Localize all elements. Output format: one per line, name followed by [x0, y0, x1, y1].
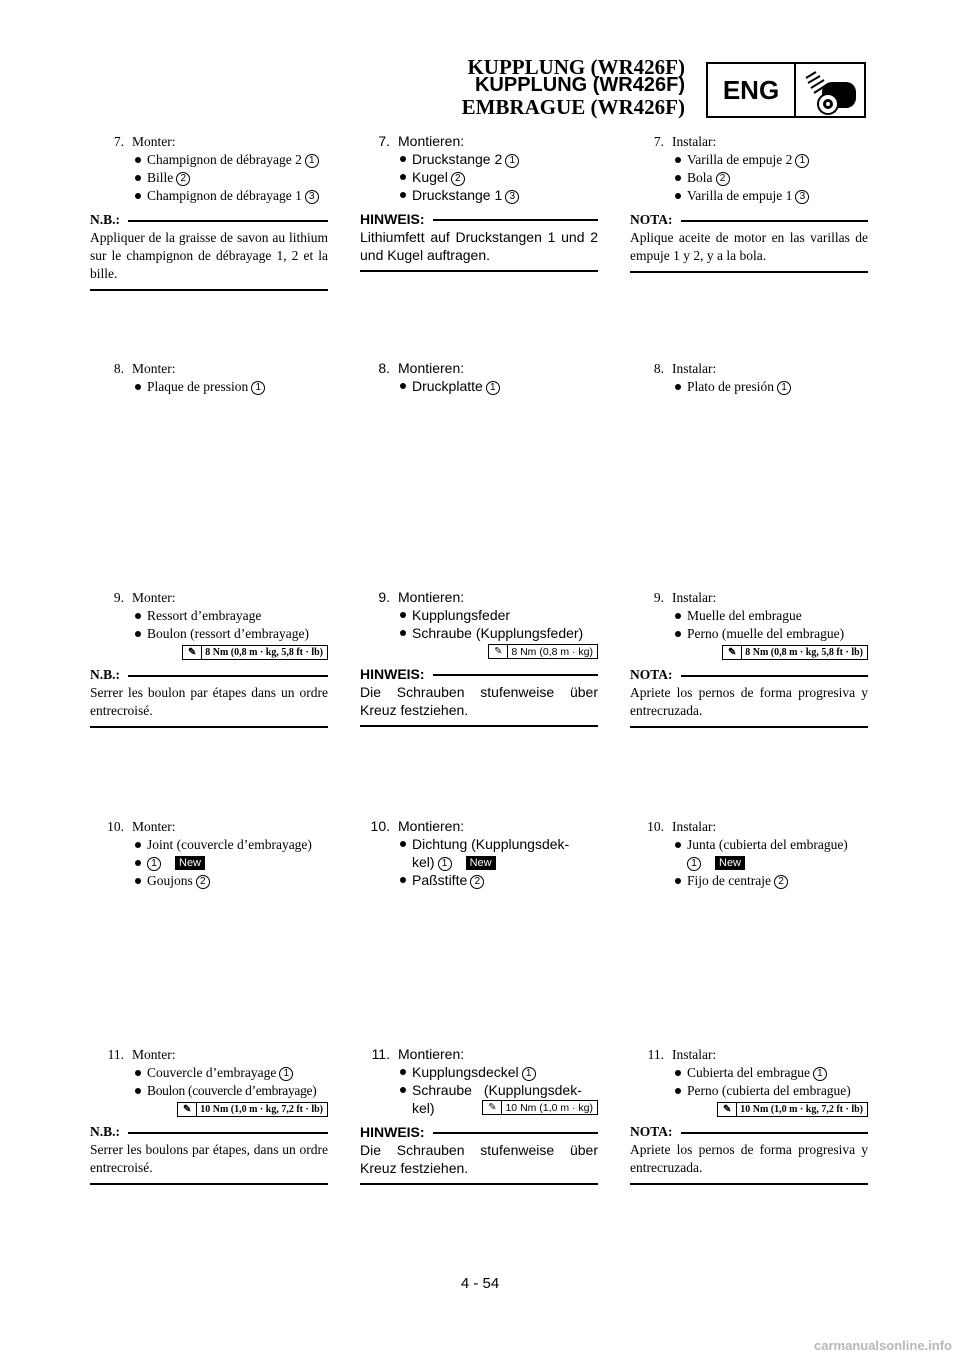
fr-step-8: [90, 360, 328, 396]
note-heading: NOTA:: [630, 1123, 868, 1141]
torque-value: 8 Nm (0,8 m · kg, 5,8 ft · lb): [745, 646, 863, 658]
callout-1: 1: [147, 857, 161, 871]
torque-spec: [630, 1102, 868, 1117]
note-text: Die Schrauben stufenweise über Kreuz festziehen.: [360, 1142, 598, 1176]
de-step-11: [360, 1045, 598, 1185]
callout-1: 1: [279, 1067, 293, 1081]
note-text: Serrer les boulons par étapes, dans un ordre entrecroisé.: [90, 1142, 328, 1175]
callout-2: 2: [470, 875, 484, 889]
list-item: Cubierta del embrague 1: [630, 1064, 868, 1082]
new-part-badge: New: [466, 856, 496, 870]
list-item: Perno (muelle del embrague): [630, 625, 868, 643]
wrench-icon: ✎: [723, 646, 742, 659]
torque-spec: [630, 645, 868, 660]
list-item: Dichtung (Kupplungsdek-: [360, 835, 598, 853]
torque-spec: [360, 644, 598, 659]
torque-spec: [482, 1100, 598, 1115]
es-step-10: [630, 818, 868, 890]
callout-3: 3: [795, 190, 809, 204]
step-number: 10.: [107, 819, 124, 834]
list-item-continuation: kel) ✎ 10 Nm (1,0 m · kg): [360, 1099, 598, 1117]
note-text: Lithiumfett auf Druckstangen 1 und 2 und Kugel auftragen.: [360, 229, 598, 263]
list-item-continuation: [630, 854, 868, 872]
note-heading: NOTA:: [630, 666, 868, 684]
torque-value: 10 Nm (1,0 m · kg): [505, 1101, 593, 1114]
note-heading: N.B.:: [90, 666, 328, 684]
note-heading: N.B.:: [90, 211, 328, 229]
note-text: Apriete los pernos de forma progresiva y entrecruzada.: [630, 1142, 868, 1175]
list-item-continuation: [90, 854, 328, 872]
step-number: 7.: [378, 133, 390, 149]
new-part-badge: New: [715, 856, 745, 870]
wrench-icon: ✎: [718, 1103, 737, 1116]
callout-2: 2: [176, 172, 190, 186]
step-number: 9.: [113, 590, 124, 605]
torque-value: 10 Nm (1,0 m · kg, 7,2 ft · lb): [200, 1103, 323, 1115]
note-text: Apriete los pernos de forma progresiva y entrecruzada.: [630, 685, 868, 718]
step-title: Montieren:: [398, 360, 465, 376]
de-step-10: [360, 817, 598, 889]
wrench-icon: ✎: [489, 645, 508, 658]
step-number: 9.: [378, 589, 390, 605]
note-text: Serrer les boulon par étapes dans un ordre entrecroisé.: [90, 685, 328, 718]
list-item: Champignon de débrayage 2 1: [90, 151, 328, 169]
fr-step-9: [90, 589, 328, 728]
note-divider: [90, 726, 328, 728]
section-badge: [706, 62, 866, 118]
de-step-9: [360, 588, 598, 727]
header-title-2: KUPPLUNG (WR426F): [474, 74, 685, 96]
note-divider: [630, 271, 868, 273]
wrench-icon: ✎: [483, 1101, 502, 1114]
wrench-icon: ✎: [178, 1103, 197, 1116]
list-item: Boulon (ressort d’embrayage): [90, 625, 328, 643]
de-step-7: [360, 132, 598, 272]
note-heading: HINWEIS:: [360, 1123, 598, 1141]
step-title: Instalar:: [672, 134, 717, 149]
torque-spec: [90, 1102, 328, 1117]
note-text: Die Schrauben stufenweise über Kreuz festziehen.: [360, 684, 598, 718]
callout-3: 3: [505, 190, 519, 204]
list-item-continuation: kel) 1 New: [360, 853, 598, 871]
engine-piston-icon: [800, 66, 864, 116]
torque-value: 8 Nm (0,8 m · kg, 5,8 ft · lb): [205, 646, 323, 658]
es-step-7: [630, 133, 868, 273]
list-item: Bille 2: [90, 169, 328, 187]
step-title: Monter:: [132, 134, 176, 149]
callout-1: 1: [486, 381, 500, 395]
note-text: Appliquer de la graisse de savon au lithium sur le champignon de débrayage 1, 2 et la bille.: [90, 230, 328, 281]
list-item: Muelle del embrague: [630, 607, 868, 625]
callout-2: 2: [774, 875, 788, 889]
note-divider: [630, 1183, 868, 1185]
list-item: Druckplatte 1: [360, 377, 598, 395]
fr-step-11: [90, 1046, 328, 1185]
step-number: 7.: [653, 134, 664, 149]
note-divider: [90, 1183, 328, 1185]
note-divider: [90, 289, 328, 291]
step-title: Montieren:: [398, 1046, 465, 1062]
list-item: Fijo de centraje 2: [630, 872, 868, 890]
list-item: Couvercle d’embrayage 1: [90, 1064, 328, 1082]
callout-1: 1: [687, 857, 701, 871]
list-item: Ressort d’embrayage: [90, 607, 328, 625]
note-heading: HINWEIS:: [360, 665, 598, 683]
callout-1: 1: [777, 381, 791, 395]
step-number: 10.: [647, 819, 664, 834]
step-number: 11.: [107, 1047, 124, 1062]
callout-2: 2: [716, 172, 730, 186]
list-item: Paßstifte 2: [360, 871, 598, 889]
list-item: Druckstange 1 3: [360, 186, 598, 204]
list-item: Joint (couvercle d’embrayage): [90, 836, 328, 854]
torque-value: 8 Nm (0,8 m · kg): [511, 645, 593, 658]
fr-step-7: [90, 133, 328, 291]
step-number: 9.: [653, 590, 664, 605]
note-divider: [360, 725, 598, 727]
list-item: Champignon de débrayage 1 3: [90, 187, 328, 205]
note-heading: HINWEIS:: [360, 210, 598, 228]
callout-1: 1: [438, 857, 452, 871]
step-title: Monter:: [132, 819, 176, 834]
section-badge-label: ENG: [722, 74, 780, 105]
step-number: 11.: [647, 1047, 664, 1062]
note-heading: N.B.:: [90, 1123, 328, 1141]
step-title: Instalar:: [672, 819, 717, 834]
list-item: Boulon (couvercle d’embrayage): [90, 1082, 328, 1100]
list-item: Perno (cubierta del embrague): [630, 1082, 868, 1100]
list-item: Kugel 2: [360, 168, 598, 186]
list-item: Schraube (Kupplungsfeder): [360, 624, 598, 642]
callout-1: 1: [505, 154, 519, 168]
step-number: 8.: [653, 361, 664, 376]
note-text: Aplique aceite de motor en las varillas de empuje 1 y 2, y a la bola.: [630, 230, 868, 263]
step-number: 8.: [113, 361, 124, 376]
step-title: Monter:: [132, 361, 176, 376]
torque-spec: [90, 645, 328, 660]
page-number: 4 - 54: [460, 1275, 500, 1292]
step-title: Monter:: [132, 590, 176, 605]
note-divider: [360, 270, 598, 272]
es-step-11: [630, 1046, 868, 1185]
de-step-8: [360, 359, 598, 395]
wrench-icon: ✎: [183, 646, 202, 659]
list-item: Kupplungsdeckel 1: [360, 1063, 598, 1081]
step-title: Instalar:: [672, 1047, 717, 1062]
step-title: Instalar:: [672, 590, 717, 605]
torque-value: 10 Nm (1,0 m · kg, 7,2 ft · lb): [740, 1103, 863, 1115]
list-item: Varilla de empuje 1 3: [630, 187, 868, 205]
step-title: Montieren:: [398, 133, 465, 149]
section-badge-divider: [794, 64, 796, 116]
step-number: 8.: [378, 360, 390, 376]
header-title-1: KUPPLUNG (WR426F): [467, 55, 685, 79]
callout-1: 1: [251, 381, 265, 395]
list-item: Goujons 2: [90, 872, 328, 890]
callout-3: 3: [305, 190, 319, 204]
list-item: Plaque de pression 1: [90, 378, 328, 396]
list-item: Kupplungsfeder: [360, 606, 598, 624]
list-item: Junta (cubierta del embrague): [630, 836, 868, 854]
list-item: Bola 2: [630, 169, 868, 187]
note-divider: [630, 726, 868, 728]
callout-1: 1: [522, 1067, 536, 1081]
callout-1: 1: [305, 154, 319, 168]
fr-step-10: [90, 818, 328, 890]
step-title: Instalar:: [672, 361, 717, 376]
callout-2: 2: [451, 172, 465, 186]
list-item: Druckstange 2 1: [360, 150, 598, 168]
note-divider: [360, 1183, 598, 1185]
step-title: Montieren:: [398, 589, 465, 605]
step-title: Montieren:: [398, 818, 465, 834]
header-title-3: EMBRAGUE (WR426F): [461, 95, 685, 119]
step-title: Monter:: [132, 1047, 176, 1062]
callout-2: 2: [196, 875, 210, 889]
new-part-badge: New: [175, 856, 205, 870]
es-step-9: [630, 589, 868, 728]
list-item: Schraube (Kupplungsdek-: [360, 1081, 598, 1099]
step-number: 11.: [371, 1046, 390, 1062]
list-item: Plato de presión 1: [630, 378, 868, 396]
step-number: 10.: [370, 818, 390, 834]
callout-1: 1: [813, 1067, 827, 1081]
watermark: carmanualsonline.info: [814, 1338, 952, 1353]
es-step-8: [630, 360, 868, 396]
list-item: Varilla de empuje 2 1: [630, 151, 868, 169]
note-heading: NOTA:: [630, 211, 868, 229]
step-number: 7.: [113, 134, 124, 149]
callout-1: 1: [795, 154, 809, 168]
